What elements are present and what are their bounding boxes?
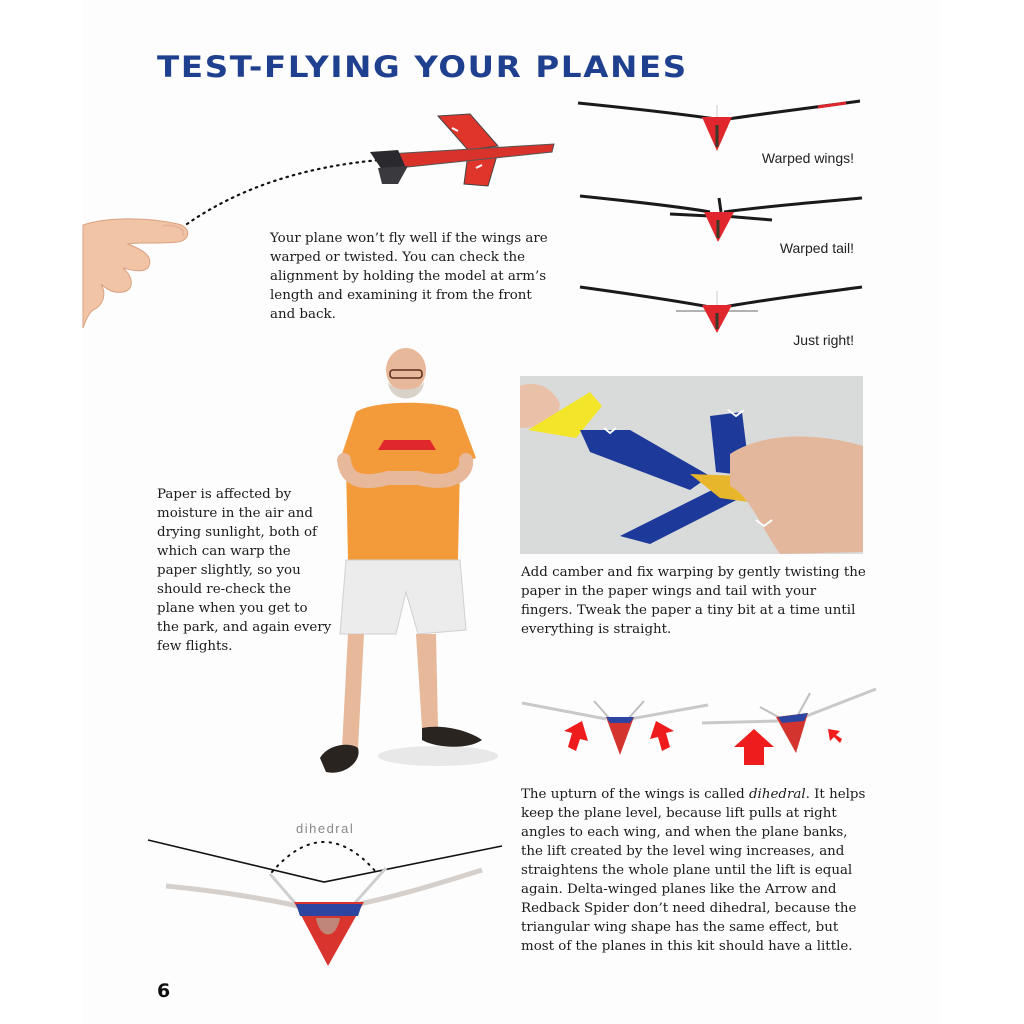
flight-path-dots: [185, 150, 385, 230]
caption-just-right: Just right!: [793, 332, 854, 348]
dihedral-diagram: [140, 830, 510, 975]
lift-diagram-level: [520, 695, 710, 760]
dihedral-diagram-label: dihedral: [296, 821, 355, 836]
caption-warped-wings: Warped wings!: [761, 150, 854, 166]
front-view-warped-tail: [578, 190, 863, 245]
front-view-warped-wings: [578, 95, 863, 155]
person-holding-plane-photo: [318, 348, 493, 788]
dihedral-paragraph-lead: The upturn of the wings is called: [521, 787, 749, 802]
red-glider-in-flight: [368, 112, 558, 192]
dihedral-paragraph: [521, 785, 866, 956]
dihedral-term: dihedral: [748, 787, 806, 802]
camber-paragraph: Add camber and fix warping by gently twisting the paper in the paper wings and tail with your fingers. Tweak the paper a tiny bit at a time until everything is straight.: [521, 565, 866, 637]
camber-adjust-photo: [520, 376, 863, 554]
page-title: TEST-FLYING YOUR PLANES: [157, 50, 688, 84]
caption-warped-tail: Warped tail!: [779, 240, 854, 256]
lift-diagram-banked: [700, 685, 880, 765]
intro-paragraph: Your plane won’t fly well if the wings are warped or twisted. You can check the alignment by holding the model at arm’s length and examining it from the front and back.: [270, 231, 548, 322]
moisture-paragraph: Paper is affected by moisture in the air and drying sunlight, both of which can warp the paper slightly, so you should re-check the plane when you get to the park, and again every few flights.: [157, 487, 332, 654]
hand-illustration: [83, 210, 193, 335]
front-view-just-right: [578, 283, 863, 338]
dihedral-paragraph-rest: . It helps keep the plane level, because lift pulls at right angles to each wing, and when the plane banks, the lift created by the level wing increases, and straightens the whole plane until the lift is equal again. Delta-winged planes like the Arrow and Redback Spider don’t need dihedral, because the triangular wing shape has the same effect, but most of the planes in this kit should have a little.: [521, 787, 866, 954]
page-number: 6: [157, 980, 171, 1002]
